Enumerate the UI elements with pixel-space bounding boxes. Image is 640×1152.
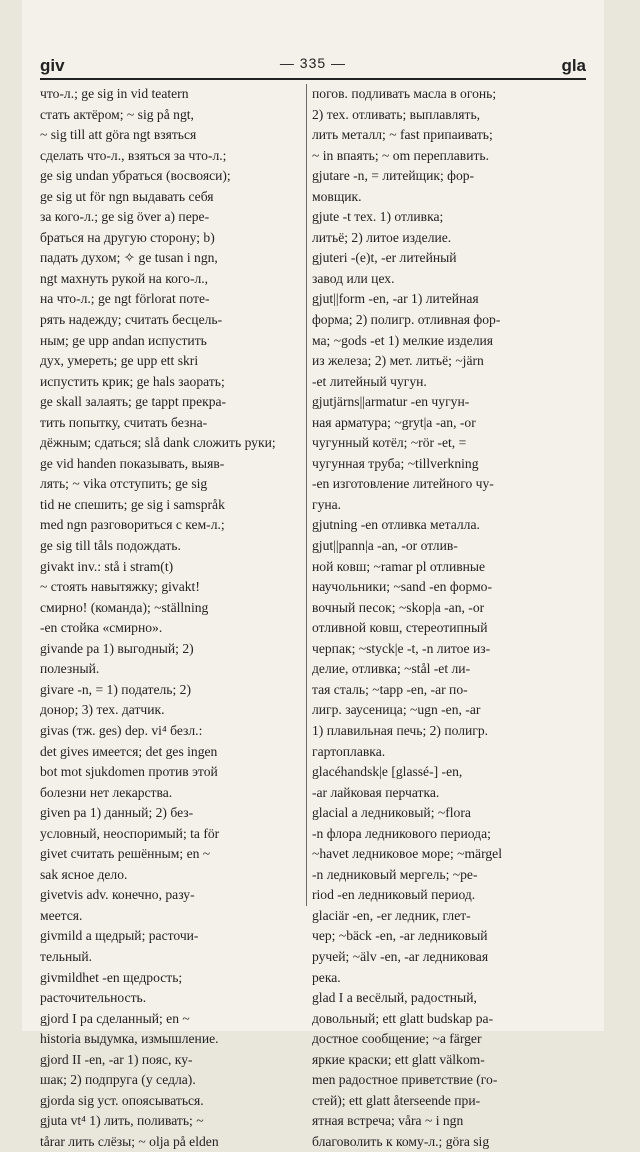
- text-line: gjut||pann|a -an, -or отлив-: [312, 538, 458, 554]
- text-line: черпак; ~styck|e -t, -n литое из-: [312, 640, 491, 656]
- text-line: дух, умереть; ge upp ett skri: [40, 353, 199, 369]
- text-line: гартоплавка.: [312, 743, 386, 759]
- text-line: ge sig till tåls подождать.: [40, 538, 181, 554]
- text-line: gjuteri -(e)t, -er литейный: [312, 250, 457, 266]
- text-line: расточительность.: [40, 990, 147, 1006]
- text-line: 2) тех. отливать; выплавлять,: [312, 106, 481, 122]
- text-line: givetvis adv. конечно, разу-: [40, 887, 195, 903]
- guideword-right: gla: [561, 56, 586, 75]
- text-line: givmild a щедрый; расточи-: [40, 928, 199, 944]
- text-line: givas (тж. ges) dep. vi⁴ безл.:: [40, 722, 203, 738]
- text-line: gjute -t тех. 1) отливка;: [312, 209, 444, 225]
- text-line: -ar лайковая перчатка.: [312, 784, 440, 800]
- text-line: литьё; 2) литое изделие.: [312, 229, 452, 245]
- text-line: med ngn разговориться с кем-л.;: [40, 517, 225, 533]
- text-line: tårar лить слёзы; ~ olja på elden: [40, 1133, 219, 1149]
- text-line: чугунная труба; ~tillverkning: [312, 455, 479, 471]
- text-line: что-л.; ge sig in vid teatern: [40, 86, 189, 101]
- text-line: падать духом; ✧ ge tusan i ngn,: [40, 250, 218, 266]
- guideword-left: giv: [40, 56, 65, 75]
- text-line: tid не спешить; ge sig i samspråk: [40, 496, 225, 512]
- text-line: браться на другую сторону; b): [40, 229, 215, 245]
- text-line: givande pa 1) выгодный; 2): [40, 640, 194, 656]
- text-line: gjord II -en, -ar 1) пояс, ку-: [40, 1051, 193, 1067]
- text-line: сделать что-л., взяться за что-л.;: [40, 147, 227, 163]
- text-line: glad I a весёлый, радостный,: [312, 990, 477, 1006]
- text-line: ngt махнуть рукой на кого-л.,: [40, 270, 209, 286]
- text-line: рять надежду; считать бесцель-: [40, 312, 223, 328]
- text-line: полезный.: [40, 661, 100, 677]
- text-line: яркие краски; ett glatt välkom-: [312, 1051, 485, 1067]
- text-line: форма; 2) полигр. отливная фор-: [312, 312, 501, 328]
- text-line: лигр. заусеница; ~ugn -en, -ar: [312, 702, 481, 718]
- text-line: ятная встреча; våra ~ i ngn: [312, 1113, 464, 1129]
- text-line: gjut||form -en, -ar 1) литейная: [312, 291, 479, 307]
- text-line: на что-л.; ge ngt förlorat поте-: [40, 291, 210, 307]
- text-line: погов. подливать масла в огонь;: [312, 86, 497, 101]
- text-line: лить металл; ~ fast припаивать;: [312, 127, 493, 143]
- page-header: [40, 50, 586, 78]
- right-column: [312, 84, 586, 1149]
- text-line: gjutning -en отливка металла.: [312, 517, 480, 533]
- page-number: — 335 —: [279, 55, 347, 71]
- text-line: ~havet ледниковое море; ~märgel: [312, 846, 502, 862]
- text-line: тельный.: [40, 948, 93, 964]
- text-line: река.: [312, 969, 341, 985]
- text-line: меется.: [40, 907, 83, 923]
- text-line: ручей; ~älv -en, -ar ледниковая: [312, 948, 489, 964]
- text-line: glacéhandsk|e [glassé-] -en,: [312, 764, 463, 780]
- text-line: научольники; ~sand -en формо-: [312, 579, 493, 595]
- text-line: gjutjärns||armatur -en чугун-: [312, 394, 470, 410]
- text-line: ным; ge upp andan испустить: [40, 332, 207, 348]
- text-line: bot mot sjukdomen против этой: [40, 764, 218, 780]
- text-line: гуна.: [312, 496, 342, 512]
- text-line: givare -n, = 1) податель; 2): [40, 681, 192, 697]
- text-line: условный, неоспоримый; ta för: [40, 825, 220, 841]
- text-line: givakt inv.: stå i stram(t): [40, 558, 174, 574]
- text-line: glaciär -en, -er ледник, глет-: [312, 907, 471, 923]
- text-line: ge sig ut för ngn выдавать себя: [40, 188, 214, 204]
- text-line: испустить крик; ge hals заорать;: [40, 373, 225, 389]
- text-line: 1) плавильная печь; 2) полигр.: [312, 722, 489, 738]
- text-line: glacial a ледниковый; ~flora: [312, 805, 471, 821]
- text-line: gjord I pa сделанный; en ~: [40, 1010, 190, 1026]
- text-line: ~ in впаять; ~ om переплавить.: [312, 147, 490, 163]
- text-line: ge sig undan убраться (восвояси);: [40, 168, 231, 184]
- text-line: gjorda sig уст. опоясываться.: [40, 1092, 204, 1108]
- text-line: тая сталь; ~tapp -en, -ar по-: [312, 681, 468, 697]
- text-line: тить попытку, считать безна-: [40, 414, 208, 430]
- text-line: riod -en ледниковый период.: [312, 887, 476, 903]
- text-line: шак; 2) подпруга (у седла).: [40, 1072, 196, 1088]
- text-line: -n ледниковый мергель; ~pe-: [312, 866, 478, 882]
- text-line: givet считать решённым; en ~: [40, 846, 211, 862]
- text-line: чер; ~bäck -en, -ar ледниковый: [312, 928, 488, 944]
- text-line: ~ sig till att göra ngt взяться: [40, 127, 197, 143]
- text-line: -et литейный чугун.: [312, 373, 427, 389]
- text-line: чугунный котёл; ~rör -et, =: [312, 435, 467, 451]
- text-line: завод или цех.: [312, 270, 395, 286]
- text-line: men радостное приветствие (го-: [312, 1072, 498, 1088]
- text-line: мовщик.: [312, 188, 362, 204]
- text-line: sak ясное дело.: [40, 866, 128, 882]
- text-line: given pa 1) данный; 2) без-: [40, 805, 194, 821]
- text-line: довольный; ett glatt budskap ра-: [312, 1010, 494, 1026]
- text-line: gjutare -n, = литейщик; фор-: [312, 168, 475, 184]
- header-rule: [40, 78, 586, 80]
- text-line: делие, отливка; ~stål -et ли-: [312, 661, 471, 677]
- text-line: дёжным; сдаться; slå dank сложить руки;: [40, 435, 276, 451]
- text-line: ge vid handen показывать, выяв-: [40, 455, 225, 471]
- text-line: ма; ~gods -et 1) мелкие изделия: [312, 332, 493, 348]
- text-line: донор; 3) тех. датчик.: [40, 702, 165, 718]
- text-line: -n флора ледникового периода;: [312, 825, 491, 841]
- text-line: стей); ett glatt återseende при-: [312, 1092, 481, 1108]
- text-line: болезни нет лекарства.: [40, 784, 173, 800]
- text-line: отливной ковш, стереотипный: [312, 620, 488, 636]
- text-line: ной ковш; ~ramar pl отливные: [312, 558, 486, 574]
- text-line: -en стойка «смирно».: [40, 620, 163, 636]
- text-line: стать актёром; ~ sig på ngt,: [40, 106, 194, 122]
- text-line: gjuta vt⁴ 1) лить, поливать; ~: [40, 1113, 204, 1129]
- text-line: ~ стоять навытяжку; givakt!: [40, 579, 200, 595]
- text-line: лять; ~ vika отступить; ge sig: [40, 476, 208, 492]
- text-line: givmildhet -en щедрость;: [40, 969, 183, 985]
- left-column: [40, 84, 306, 1149]
- text-line: из железа; 2) мет. литьё; ~järn: [312, 353, 484, 369]
- dictionary-page: [22, 0, 604, 1149]
- text-line: ge skall залаять; ge tappt прекра-: [40, 394, 227, 410]
- text-line: ная арматура; ~gryt|a -an, -or: [312, 414, 476, 430]
- column-divider: [306, 84, 307, 906]
- text-line: за кого-л.; ge sig över а) пере-: [40, 209, 210, 225]
- text-line: достное сообщение; ~a färger: [312, 1031, 482, 1047]
- text-line: смирно! (команда); ~ställning: [40, 599, 209, 615]
- text-line: historia выдумка, измышление.: [40, 1031, 219, 1047]
- text-line: благоволить к кому-л.; göra sig: [312, 1133, 490, 1149]
- text-line: вочный песок; ~skop|a -an, -or: [312, 599, 485, 615]
- text-line: -en изготовление литейного чу-: [312, 476, 494, 492]
- text-line: det gives имеется; det ges ingen: [40, 743, 218, 759]
